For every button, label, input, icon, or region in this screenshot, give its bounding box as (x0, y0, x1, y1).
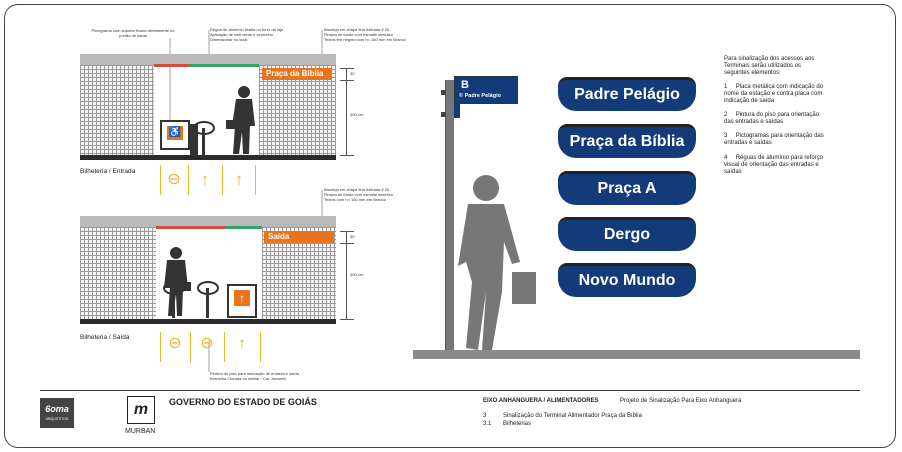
arrow-up-icon: ↑ (237, 334, 247, 353)
no-entry-icon: ⊖ (167, 171, 181, 188)
bottom-exit-sign: Saída (264, 231, 334, 243)
goma-logo: 6oma ARQUITETOS (40, 398, 74, 428)
plate-dergo: Dergo (558, 217, 696, 251)
top-green-strip (189, 64, 259, 67)
arrow-up-icon: ↑ (234, 290, 250, 306)
notes-item-3: 3 Pictogramas para orientação das entradas e saídas (724, 133, 824, 146)
top-left-wall (80, 65, 154, 155)
plate-praca-a: Praça A (558, 171, 696, 205)
top-dim-b: 300 cm (350, 112, 364, 117)
footer-divider (40, 390, 860, 391)
notes-item-4: 4 Réguas de alumínio para reforço visual de orientação das entradas e saídas (724, 155, 824, 175)
ref-num-1: 3 (483, 413, 487, 419)
notes-item-2: 2 Pintura do piso para orientação das entradas e saídas (724, 112, 820, 125)
no-entry-icon: ⊖ (168, 335, 182, 352)
wheelchair-pictogram-frame (160, 120, 190, 150)
project-label: EIXO ANHANGUERA / ALIMENTADORES (483, 398, 599, 404)
arrow-up-icon: ↑ (200, 170, 210, 189)
ref-text-1: Sinalização do Terminal Alimentador Praça da Bíblia (503, 413, 642, 419)
note-floor-paint: Pintura do piso para marcação de entrada e saída Borracha Clorada ou similar / Cor: Amarelo (210, 371, 299, 381)
notes-item-1: 1 Placa metálica com indicação do nome da estação e contra placa com indicação de saída (724, 84, 824, 104)
no-entry-icon: ⊖ (200, 335, 214, 352)
bottom-dim-a: 30 (350, 234, 355, 239)
person-silhouette-top (222, 84, 262, 156)
bottom-red-strip (156, 226, 226, 229)
ref-num-2: 3.1 (483, 421, 492, 427)
note-aluminum: Régua de alumínio fixada no forro da laje Aplicação de vinil verde e vermelho Dimensionar no local (210, 27, 284, 42)
turnstile-bottom (160, 278, 230, 320)
ref-text-2: Bilheterias (503, 421, 532, 427)
notes-intro: Para sinalização dos acessos aos Terminais serão utilizados os seguintes elementos: (724, 56, 815, 76)
bottom-dim-b: 300 cm (350, 272, 364, 277)
exit-pictogram-frame (227, 284, 257, 318)
caption-exit: Bilheteria / Saída (80, 334, 130, 341)
line-letter: B (461, 79, 469, 91)
bottom-green-strip (226, 226, 262, 229)
project-description: Projeto de Sinalização Para Eixo Anhanguera (620, 398, 742, 404)
gov-title: GOVERNO DO ESTADO DE GOIÁS (169, 397, 317, 407)
top-station-sign: Praça da Bíblia (262, 68, 332, 80)
top-red-strip (154, 64, 189, 67)
plate-padre-pelagio: Padre Pelágio (558, 77, 696, 111)
pole-station-name: © Padre Pelágio (459, 93, 501, 99)
note-plate-bottom: Bandeja em chapa fina estirada # 20 Pintura de fundo com esmalte sintético Textos com h= 160 mm em Branco (324, 187, 393, 202)
caption-entrance: Bilheteria / Entrada (80, 168, 136, 175)
note-plate: Bandeja em chapa fina estirada # 20 Pintura de fundo com esmalte sintético Textos em negrito com h= 160 mm em Branco (324, 27, 406, 42)
plate-novo-mundo: Novo Mundo (558, 263, 696, 297)
arrow-up-icon: ↑ (234, 170, 244, 189)
wheelchair-icon: ♿ (168, 127, 182, 138)
bottom-left-wall (80, 227, 156, 319)
top-dim-a: 30 (350, 71, 355, 76)
murban-mark-icon: m (127, 396, 155, 424)
ground-line (413, 350, 860, 359)
plate-praca-da-biblia: Praça da Bíblia (558, 124, 696, 158)
murban-logo: m MURBAN (125, 396, 157, 438)
pole-station-sign (454, 76, 518, 104)
person-silhouette-large (452, 172, 542, 352)
note-pictogram: Pictograma com suporte fixado diretamente no portão de saída (91, 28, 175, 38)
